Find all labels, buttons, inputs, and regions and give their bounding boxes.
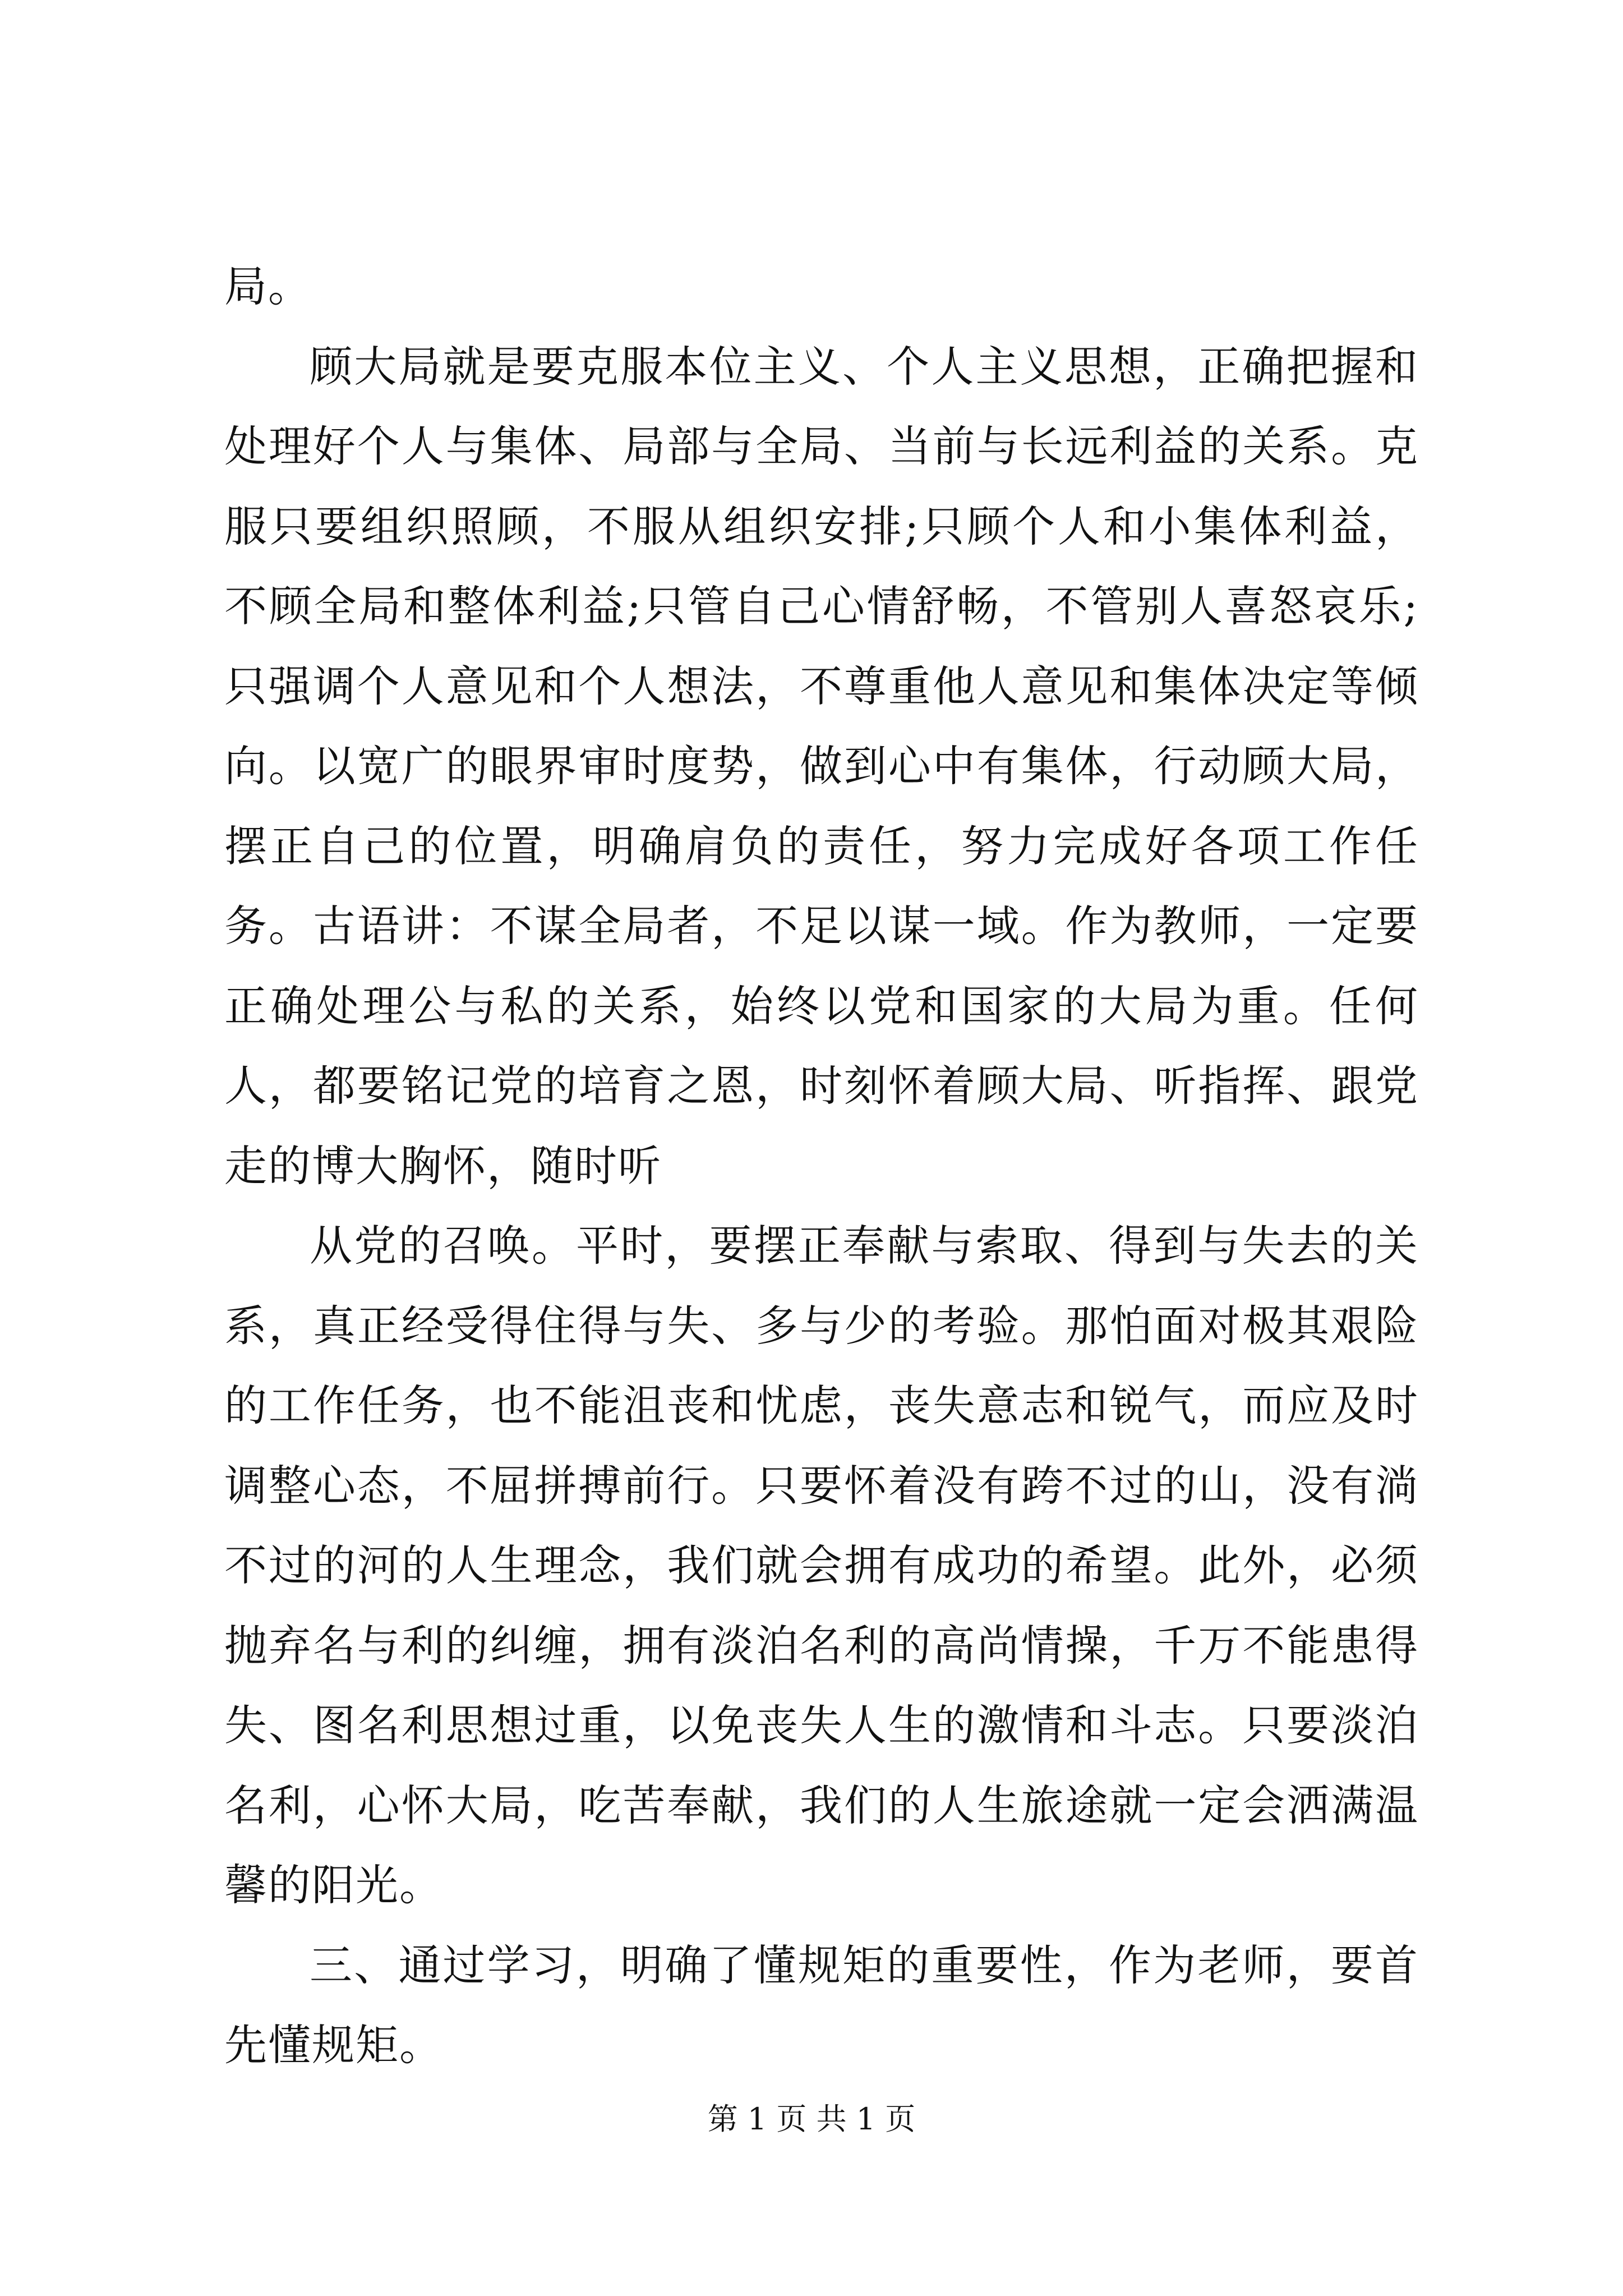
paragraph-3: 从党的召唤。平时，要摆正奉献与索取、得到与失去的关系，真正经受得住得与失、多与少的考验。那怕面对极其艰险的工作任务，也不能沮丧和忧虑，丧失意志和锐气，而应及时调整心态，不屈拼搏前行。只要怀着没有跨不过的山，没有淌不过的河的人生理念，我们就会拥有成功的希望。此外，必须抛弃名与利的纠缠，拥有淡泊名利的高尚情操，千万不能患得失、图名利思想过重，以免丧失人生的激情和斗志。只要淡泊名利，心怀大局，吃苦奉献，我们的人生旅途就一定会洒满温馨的阳光。 bbox=[224, 1221, 1419, 1910]
paragraph-1: 局。 bbox=[224, 261, 312, 311]
page-footer: 第 1 页 共 1 页 bbox=[707, 2101, 916, 2137]
paragraph-2: 顾大局就是要克服本位主义、个人主义思想，正确把握和处理好个人与集体、局部与全局、当前与长远利益的关系。克服只要组织照顾，不服从组织安排;只顾个人和小集体利益，不顾全局和整体利益;只管自己心情舒畅，不管别人喜怒哀乐;只强调个人意见和个人想法，不尊重他人意见和集体决定等倾向。以宽广的眼界审时度势，做到心中有集体，行动顾大局，摆正自己的位置，明确肩负的责任，努力完成好各项工作任务。古语讲：不谋全局者，不足以谋一域。作为教师，一定要正确处理公与私的关系，始终以党和国家的大局为重。任何人，都要铭记党的培育之恩，时刻怀着顾大局、听指挥、跟党走的博大胸怀，随时听 bbox=[224, 341, 1419, 1191]
paragraph-4: 三、通过学习，明确了懂规矩的重要性，作为老师，要首先懂规矩。 bbox=[224, 1940, 1419, 2070]
document-body bbox=[224, 247, 1419, 2086]
